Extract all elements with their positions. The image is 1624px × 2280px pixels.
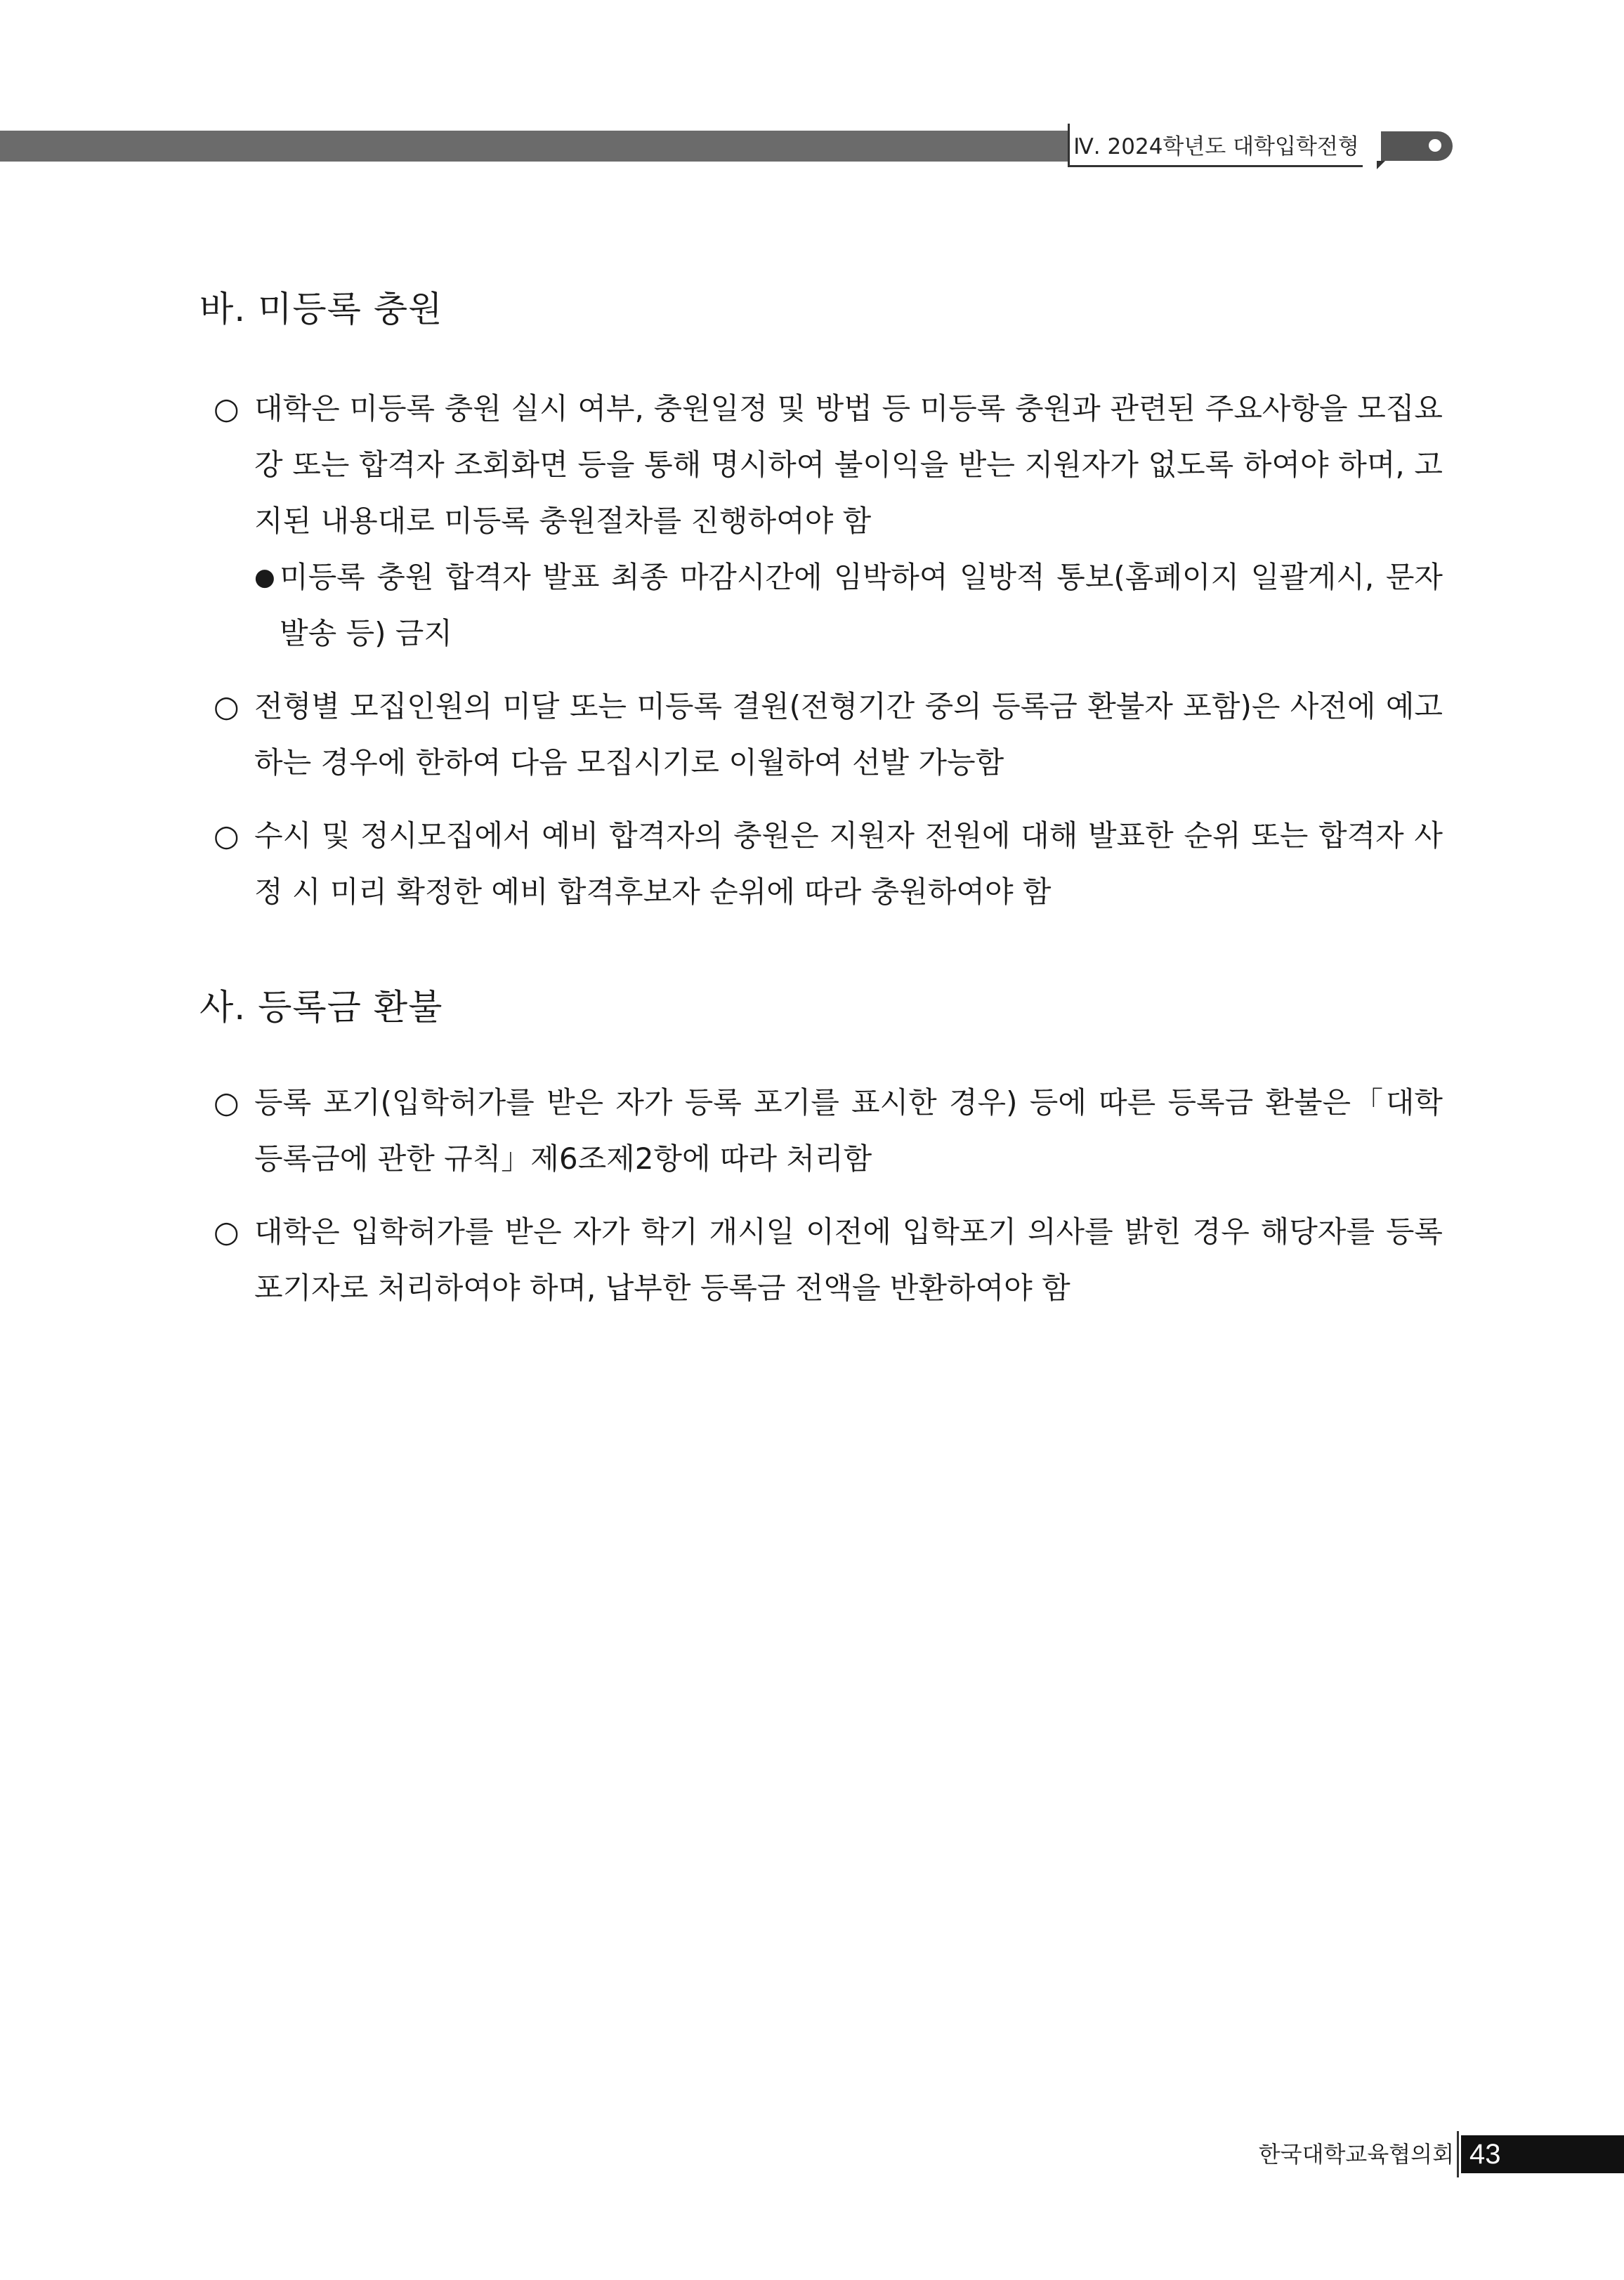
circle-bullet-icon: ○: [214, 1214, 240, 1249]
dot-bullet-icon: ●: [254, 563, 275, 591]
item-text: 등록 포기(입학허가를 받은 자가 등록 포기를 표시한 경우) 등에 따른 등록금 환불은「대학 등록금에 관한 규칙」제6조제2항에 따라 처리함: [254, 1085, 1443, 1176]
list-item: [199, 1204, 1443, 1316]
header-notch: [1377, 161, 1385, 169]
list-item: [199, 381, 1443, 662]
item-text: 대학은 입학허가를 받은 자가 학기 개시일 이전에 입학포기 의사를 밝힌 경우 해당자를 등록 포기자로 처리하여야 하며, 납부한 등록금 전액을 반환하여야 함: [254, 1214, 1443, 1305]
list-item: [199, 679, 1443, 791]
footer-organization: 한국대학교육협의회: [1258, 2141, 1454, 2168]
item-text: 수시 및 정시모집에서 예비 합격자의 충원은 지원자 전원에 대해 발표한 순위 또는 합격자 사정 시 미리 확정한 예비 합격후보자 순위에 따라 충원하여야 함: [254, 818, 1443, 909]
circle-bullet-icon: ○: [214, 391, 240, 426]
circle-bullet-icon: ○: [214, 818, 240, 853]
circle-bullet-icon: ○: [214, 689, 240, 723]
header-tab: [1381, 131, 1453, 161]
header-dot-icon: [1429, 139, 1441, 152]
sub-list-item: [254, 549, 1443, 662]
page-number: 43: [1469, 2139, 1501, 2170]
header-bar: [0, 131, 1082, 162]
list-item: [199, 1075, 1443, 1187]
circle-bullet-icon: ○: [214, 1085, 240, 1120]
section-title: 사. 등록금 환불: [199, 987, 443, 1028]
footer-divider: [1457, 2131, 1459, 2177]
section-title: 바. 미등록 충원: [199, 289, 443, 329]
sub-item-text: 미등록 충원 합격자 발표 최종 마감시간에 임박하여 일방적 통보(홈페이지 일괄게시, 문자 발송 등) 금지: [280, 560, 1443, 650]
chapter-label: Ⅳ. 2024학년도 대학입학전형: [1068, 124, 1363, 167]
list-item: [199, 808, 1443, 920]
page-content: [199, 281, 1443, 1333]
item-text: 대학은 미등록 충원 실시 여부, 충원일정 및 방법 등 미등록 충원과 관련된 주요사항을 모집요강 또는 합격자 조회화면 등을 통해 명시하여 불이익을 받는 지원자가 없도록 하여야 하며, 고지된 내용대로 미등록 충원절차를 진행하여야 함: [254, 391, 1443, 538]
item-text: 전형별 모집인원의 미달 또는 미등록 결원(전형기간 중의 등록금 환불자 포함)은 사전에 예고하는 경우에 한하여 다음 모집시기로 이월하여 선발 가능함: [254, 689, 1443, 780]
